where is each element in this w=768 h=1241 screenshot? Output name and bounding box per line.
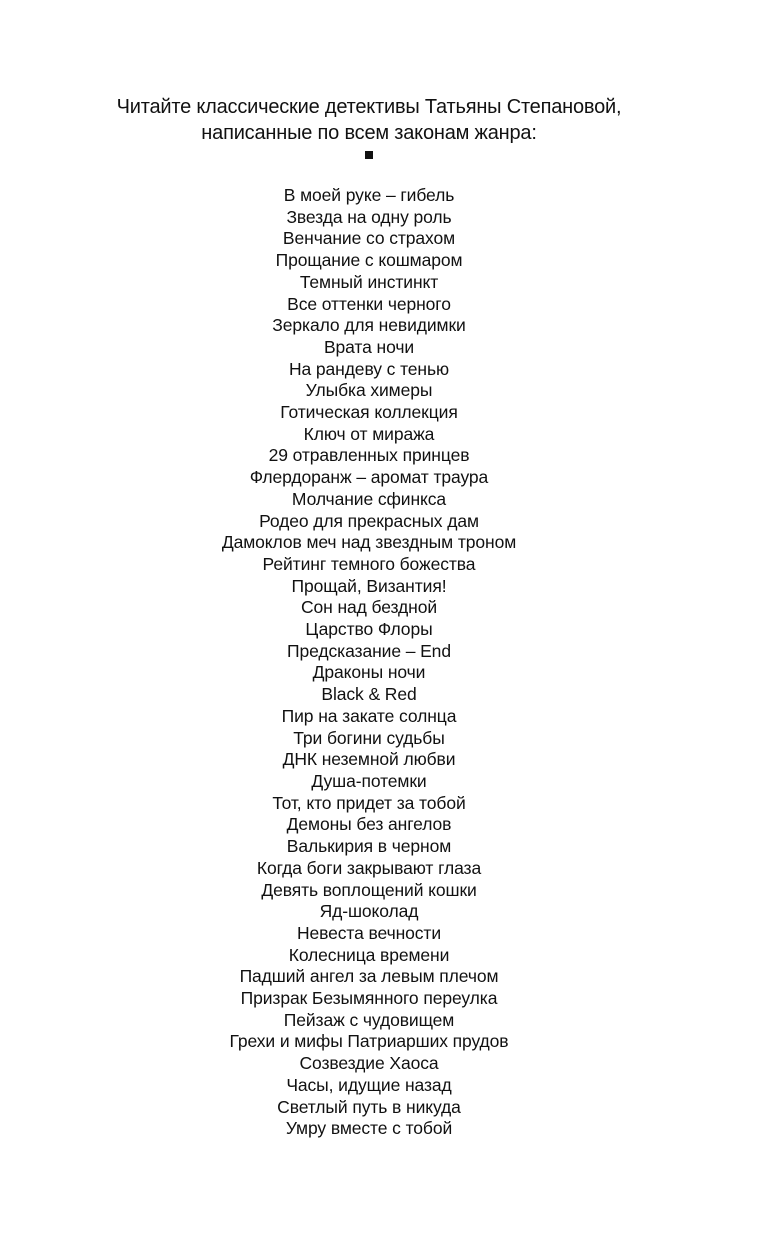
book-title-item: Предсказание – End bbox=[287, 640, 451, 661]
book-title-item: Black & Red bbox=[321, 684, 417, 705]
book-title-item: Прощай, Византия! bbox=[291, 575, 447, 596]
book-title-item: Яд-шоколад bbox=[319, 901, 419, 922]
book-title-item: Грехи и мифы Патриарших прудов bbox=[229, 1031, 509, 1052]
book-title-item: Девять воплощений кошки bbox=[261, 879, 477, 900]
book-title-item: Падший ангел за левым плечом bbox=[239, 966, 499, 987]
book-title-item: Призрак Безымянного переулка bbox=[240, 988, 498, 1009]
book-title-item: Дамоклов меч над звездным троном bbox=[221, 532, 517, 553]
book-title-item: Пейзаж с чудовищем bbox=[283, 1009, 455, 1030]
book-title-item: Темный инстинкт bbox=[299, 271, 439, 292]
book-title-item: Созвездие Хаоса bbox=[299, 1053, 439, 1074]
book-title-item: Драконы ночи bbox=[312, 662, 426, 683]
book-title-item: Зеркало для невидимки bbox=[272, 315, 466, 336]
book-title-item: 29 отравленных принцев bbox=[268, 445, 470, 466]
book-titles-list bbox=[0, 185, 738, 1140]
book-title-item: Невеста вечности bbox=[296, 922, 442, 943]
book-title-item: Валькирия в черном bbox=[286, 836, 452, 857]
book-title-item: Ключ от миража bbox=[303, 423, 435, 444]
book-title-item: Тот, кто придет за тобой bbox=[272, 792, 466, 813]
book-title-item: Три богини судьбы bbox=[293, 727, 445, 748]
book-title-item: На рандеву с тенью bbox=[288, 358, 450, 379]
book-title-item: Пир на закате солнца bbox=[281, 705, 457, 726]
book-title-item: Флердоранж – аромат траура bbox=[249, 467, 489, 488]
book-title-item: Демоны без ангелов bbox=[286, 814, 452, 835]
book-title-item: Прощание с кошмаром bbox=[275, 250, 463, 271]
book-title-item: Все оттенки черного bbox=[287, 293, 451, 314]
book-title-item: Когда боги закрывают глаза bbox=[256, 857, 482, 878]
book-title-item: Колесница времени bbox=[288, 944, 450, 965]
square-separator-icon bbox=[365, 151, 373, 159]
book-title-item: Часы, идущие назад bbox=[286, 1074, 452, 1095]
book-title-item: Венчание со страхом bbox=[282, 228, 456, 249]
book-title-item: Родео для прекрасных дам bbox=[259, 510, 479, 531]
intro-line-2: написанные по всем законам жанра: bbox=[201, 122, 537, 144]
book-title-item: Душа-потемки bbox=[311, 770, 427, 791]
book-title-item: Звезда на одну роль bbox=[286, 206, 452, 227]
book-title-item: Умру вместе с тобой bbox=[285, 1118, 453, 1139]
book-title-item: Готическая коллекция bbox=[280, 402, 458, 423]
book-title-item: Молчание сфинкса bbox=[291, 488, 447, 509]
book-title-item: Улыбка химеры bbox=[305, 380, 433, 401]
book-title-item: Светлый путь в никуда bbox=[277, 1096, 461, 1117]
intro-text bbox=[0, 94, 738, 146]
book-title-item: Врата ночи bbox=[323, 336, 415, 357]
book-title-item: Царство Флоры bbox=[305, 619, 433, 640]
book-title-item: Рейтинг темного божества bbox=[262, 553, 476, 574]
book-title-item: ДНК неземной любви bbox=[282, 749, 456, 770]
book-title-item: Сон над бездной bbox=[300, 597, 438, 618]
intro-line-1: Читайте классические детективы Татьяны Степановой, bbox=[116, 96, 622, 118]
book-title-item: В моей руке – гибель bbox=[283, 185, 455, 205]
